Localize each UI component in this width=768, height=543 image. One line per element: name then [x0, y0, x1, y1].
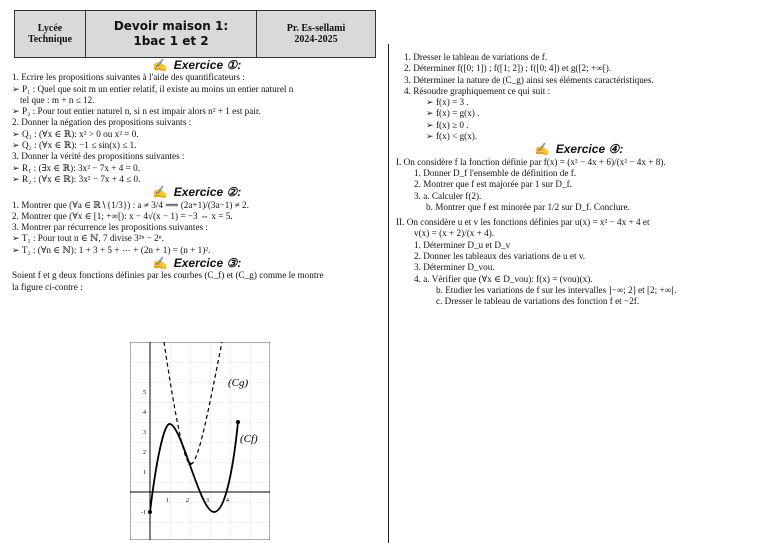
ex4-item: b. Montrer que f est minorée par 1/2 sur D_f. Conclure. — [426, 201, 630, 212]
left-column — [12, 58, 382, 293]
ex1-line: ➢ Q₁ : (∀x ∈ ℝ): x² > 0 ou x² = 0. — [12, 128, 139, 139]
ex2-line: ➢ T₁ : Pour tout n ∈ ℕ, 7 divise 3²ⁿ − 2ⁿ. — [12, 233, 164, 244]
exercise-3-title: ✍ Exercice ③: — [152, 256, 242, 271]
x-tick: 1 — [166, 498, 169, 504]
ex2-line: ➢ T₂ : (∀n ∈ ℕ): 1 + 3 + 5 + ⋯ + (2n + 1) = (n + 1)². — [12, 244, 211, 255]
y-tick: 1 — [143, 470, 146, 476]
ex3-item: 1. Dresser le tableau de variations de f. — [404, 52, 548, 62]
exercise-1-title: ✍ Exercice ①: — [152, 58, 242, 72]
function-graph — [130, 342, 270, 540]
ex3-subitem: ➢ f(x) = g(x) . — [426, 108, 480, 119]
ex1-line: 2. Donner la négation des propositions suivants : — [12, 117, 192, 128]
y-tick: 5 — [143, 390, 146, 396]
ex1-line: ➢ P₂ : Pour tout entier naturel n, si n est impair alors n² + 1 est pair. — [12, 106, 261, 117]
column-divider — [388, 44, 389, 543]
ex4-item: 3. a. Calculer f(2). — [414, 190, 482, 201]
ex1-line: ➢ Q₂ : (∀x ∈ ℝ): −1 ≤ sin(x) ≤ 1. — [12, 140, 137, 151]
y-tick: 2 — [143, 450, 146, 456]
ex1-line: ➢ R₂ : (∀x ∈ ℝ): 3x² − 7x + 4 ≤ 0. — [12, 173, 141, 184]
x-tick: 2 — [186, 498, 189, 504]
ex3-line: la figure ci-contre : — [12, 281, 83, 292]
title-cell: Devoir maison 1: 1bac 1 et 2 — [86, 11, 257, 57]
x-tick: 3 — [206, 498, 209, 504]
teacher-cell: Pr. Es-sellami 2024-2025 — [286, 23, 346, 45]
ex4-item: 2. Donner les tableaux des variations de u et v. — [414, 251, 586, 262]
x-tick: 4 — [226, 498, 229, 504]
point-f-start — [148, 510, 152, 514]
label-cf: (Cf) — [240, 433, 258, 445]
ex4-item: 1. Déterminer D_u et D_v — [414, 239, 511, 250]
ex3-subitem: ➢ f(x) < g(x). — [426, 131, 478, 142]
pen-icon: ✍ — [534, 142, 550, 157]
ex1-line: ➢ P₁ : Quel que soit m un entier relatif, il existe au moins un entier naturel n — [12, 83, 294, 94]
ex1-line: tel que : m + n ≤ 12. — [20, 94, 95, 105]
label-cg: (Cg) — [228, 377, 249, 389]
y-tick: 4 — [143, 410, 146, 416]
pen-icon: ✍ — [152, 185, 168, 200]
point-f-end — [236, 420, 240, 424]
pen-icon: ✍ — [152, 256, 168, 271]
ex4-item: b. Etudier les variations de f sur les intervalles ]−∞; 2] et [2; +∞[. — [436, 284, 677, 295]
ex3-item: 4. Résoudre graphiquement ce qui suit : — [404, 85, 551, 96]
ex1-line: ➢ R₁ : (∃x ∈ ℝ): 3x² − 7x + 4 = 0. — [12, 162, 140, 173]
ex3-item: 2. Déterminer f([0; 1]) ; f([1; 2]) ; f([0; 4]) et g([2; +∞[). — [404, 63, 612, 74]
ex2-line: 1. Montrer que (∀a ∈ ℝ∖{1/3}) : a ≠ 3/4 ⟹ (2a+1)/(3a−1) ≠ 2. — [12, 199, 249, 210]
school-cell: Lycée Technique — [15, 11, 86, 57]
ex4-part-1: I. On considère f la fonction définie par f(x) = (x² − 4x + 6)/(x² − 4x + 8). — [396, 156, 666, 167]
y-tick: 3 — [143, 430, 146, 436]
ex2-line: 3. Montrer par récurrence les propositions suivantes : — [12, 222, 208, 233]
y-tick: -1 — [141, 510, 146, 516]
exercise-2-title: ✍ Exercice ②: — [152, 185, 242, 200]
ex4-part-2: v(x) = (x + 2)/(x + 4). — [414, 228, 495, 239]
ex1-line: 3. Donner la vérité des propositions suivantes : — [12, 151, 185, 162]
ex3-subitem: ➢ f(x) = 3 . — [426, 97, 469, 108]
ex4-item: 3. Déterminer D_vou. — [414, 262, 495, 273]
vertex-g — [188, 462, 191, 465]
ex1-line: 1. Ecrire les propositions suivantes à l'aide des quantificateurs : — [12, 72, 245, 83]
exercise-4-title: ✍ Exercice ④: — [534, 142, 624, 157]
pen-icon: ✍ — [152, 58, 168, 72]
right-column — [396, 52, 762, 308]
ex4-item: c. Dresser le tableau de variations des fonction f et −2f. — [436, 296, 640, 307]
ex3-line: Soient f et g deux fonctions définies par les courbes (C_f) et (C_g) comme le montre — [12, 270, 324, 281]
ex4-item: 2. Montrer que f est majorée par 1 sur D_f. — [414, 179, 572, 190]
ex4-item: 1. Donner D_f l'ensemble de définition de f. — [414, 167, 577, 178]
ex4-part-2: II. On considère u et v les fonctions définies par u(x) = x² − 4x + 4 et — [396, 217, 650, 228]
ex3-item: 3. Déterminer la nature de (C_g) ainsi ses éléments caractéristiques. — [404, 74, 654, 85]
ex3-subitem: ➢ f(x) ≥ 0 . — [426, 119, 469, 130]
ex2-line: 2. Montrer que (∀x ∈ [1; +∞[): x − 4√(x − 1) = −3 ⇔ x = 5. — [12, 210, 233, 221]
ex4-item: 4. a. Vérifier que (∀x ∈ D_vou): f(x) = (vou)(x). — [414, 273, 593, 284]
header-table — [14, 10, 376, 58]
